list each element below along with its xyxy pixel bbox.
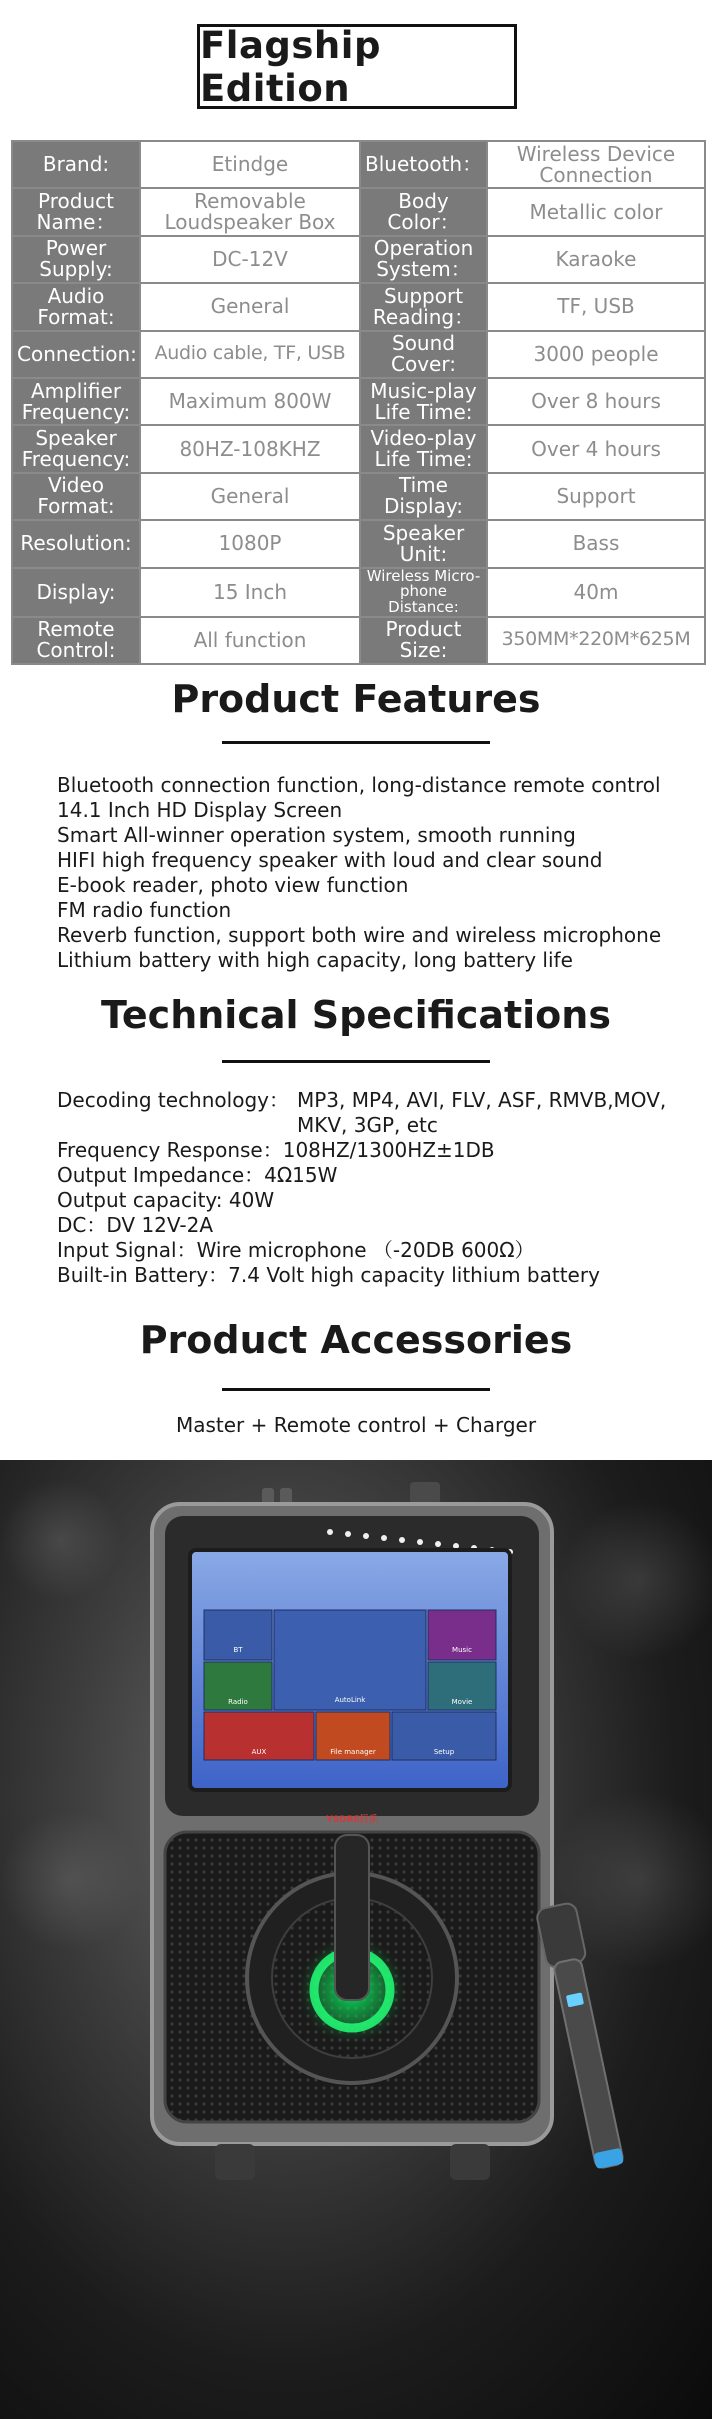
list-item [57,1088,687,1138]
tile-autolink: AutoLink [334,1696,366,1704]
table-row [12,188,705,235]
accessories-heading: Product Accessories [139,1318,573,1362]
tile-movie: Movie [451,1698,473,1706]
spec-label: Speaker Frequency: [12,425,140,472]
spec-value: DC-12V [140,236,360,283]
spec-label: Support Reading： [360,283,487,330]
list-item: Frequency Response：108HZ/1300HZ±1DB [57,1138,495,1162]
decoding-value: MP3, MP4, AVI, FLV, ASF, RMVB,MOV, MKV, 3GP, etc [296,1088,667,1137]
list-item: Output capacity: 40W [57,1188,275,1212]
technical-divider [222,1060,490,1063]
table-row [12,141,705,188]
tile-music: Music [452,1646,472,1654]
accessories-divider [222,1388,490,1391]
list-item: E-book reader, photo view function [57,873,409,897]
spec-label: Body Color： [360,188,487,235]
technical-list [57,1088,687,1288]
table-row [12,520,705,567]
spec-label: Operation System： [360,236,487,283]
spec-label: Time Display: [360,473,487,520]
accessories-text: Master + Remote control + Charger [175,1413,537,1437]
list-item: Lithium battery with high capacity, long battery life [57,948,573,972]
spec-value: Removable Loudspeaker Box [140,188,360,235]
spec-value: Over 4 hours [487,425,705,472]
tile-radio: Radio [228,1698,248,1706]
spec-label: Sound Cover: [360,331,487,378]
tile-bt: BT [233,1646,243,1654]
spec-value: Over 8 hours [487,378,705,425]
spec-value: 80HZ-108KHZ [140,425,360,472]
tile-aux: AUX [251,1748,267,1756]
spec-label: Connection: [12,331,140,378]
spec-value: 40m [487,568,705,617]
spec-label: Remote Control: [12,617,140,664]
table-row [12,473,705,520]
list-item: HIFI high frequency speaker with loud and clear sound [57,848,603,872]
spec-label: Bluetooth： [360,141,487,188]
spec-label: Power Supply: [12,236,140,283]
spec-value: 15 Inch [140,568,360,617]
features-list [57,773,687,973]
table-row [12,236,705,283]
spec-value: Wireless Device Connection [487,141,705,188]
features-divider [222,741,490,744]
spec-value: All function [140,617,360,664]
spec-label: Amplifier Frequency: [12,378,140,425]
spec-value: Maximum 800W [140,378,360,425]
table-row [12,568,705,617]
spec-label: Music-play Life Time: [360,378,487,425]
decoding-label: Decoding technology： [57,1088,289,1112]
spec-value: 1080P [140,520,360,567]
spec-label: Product Size: [360,617,487,664]
tile-setup: Setup [433,1748,455,1756]
list-item: Output Impedance：4Ω15W [57,1163,338,1187]
spec-label: Video-play Life Time: [360,425,487,472]
spec-label: Brand: [12,141,140,188]
tile-file-manager: File manager [330,1748,376,1756]
spec-label: Wireless Micro-phone Distance: [360,568,487,617]
spec-value: Audio cable, TF, USB [140,331,360,378]
features-heading: Product Features [171,677,541,721]
spec-label: Video Format: [12,473,140,520]
spec-label: Speaker Unit: [360,520,487,567]
spec-value: Support [487,473,705,520]
speaker-illustration [0,1460,712,2419]
spec-label: Resolution: [12,520,140,567]
table-row [12,425,705,472]
spec-value: 350MM*220M*625M [487,617,705,664]
table-row [12,617,705,664]
page-title: Flagship Edition [200,23,381,110]
table-row [12,378,705,425]
product-photo [0,1460,712,2419]
list-item: Input Signal：Wire microphone （-20DB 600Ω） [57,1238,535,1262]
list-item: Reverb function, support both wire and wireless microphone [57,923,662,947]
list-item: Bluetooth connection function, long-distance remote control [57,773,661,797]
brand-badge: YSDRE巨乐 [326,1815,378,1825]
screen-menu [204,1610,496,1760]
list-item: FM radio function [57,898,232,922]
spec-table [11,140,706,665]
spec-label: Audio Format: [12,283,140,330]
spec-value: Metallic color [487,188,705,235]
table-row [12,331,705,378]
list-item: Built-in Battery：7.4 Volt high capacity lithium battery [57,1263,600,1287]
spec-value: Bass [487,520,705,567]
spec-value: Karaoke [487,236,705,283]
technical-heading: Technical Specifications [101,993,611,1037]
list-item: 14.1 Inch HD Display Screen [57,798,343,822]
page-title-box [197,24,517,109]
spec-value: TF, USB [487,283,705,330]
spec-label: Product Name： [12,188,140,235]
spec-value: 3000 people [487,331,705,378]
spec-value: General [140,473,360,520]
spec-label: Display: [12,568,140,617]
list-item: Smart All-winner operation system, smooth running [57,823,576,847]
spec-value: Etindge [140,141,360,188]
table-row [12,283,705,330]
list-item: DC：DV 12V-2A [57,1213,214,1237]
spec-value: General [140,283,360,330]
